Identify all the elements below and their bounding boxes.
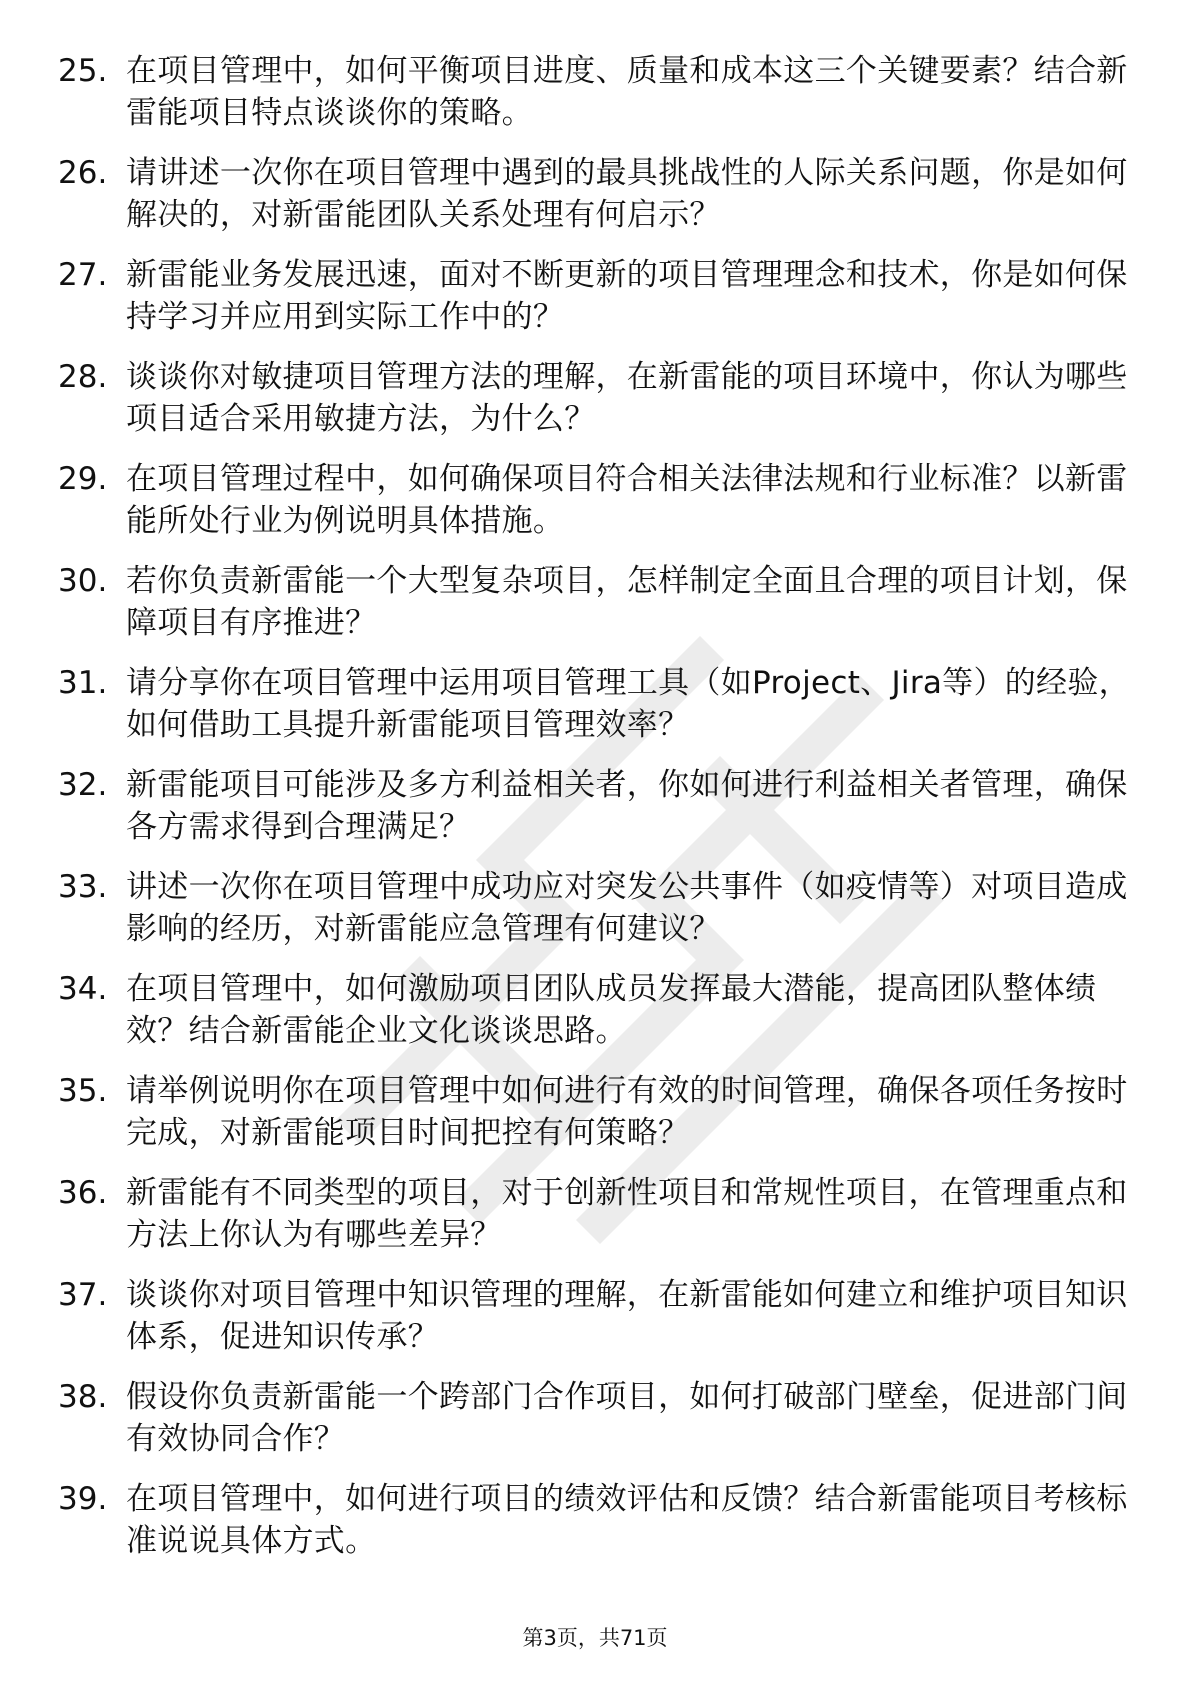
- question-number: 26.: [58, 155, 108, 191]
- question-text: 若你负责新雷能一个大型复杂项目，怎样制定全面且合理的项目计划，保障项目有序推进？: [126, 563, 1128, 641]
- question-number: 30.: [58, 563, 108, 599]
- question-number: 39.: [58, 1481, 108, 1517]
- question-item-27: [58, 254, 1133, 356]
- question-text: 请举例说明你在项目管理中如何进行有效的时间管理，确保各项任务按时完成，对新雷能项目时间把控有何策略？: [126, 1073, 1128, 1151]
- question-number: 29.: [58, 461, 108, 497]
- question-item-30: [58, 560, 1133, 662]
- page-footer: [0, 1622, 1190, 1652]
- question-item-33: [58, 866, 1133, 968]
- question-item-38: [58, 1376, 1133, 1478]
- question-item-31: [58, 662, 1133, 764]
- question-item-36: [58, 1172, 1133, 1274]
- question-item-39: [58, 1478, 1133, 1580]
- question-text: 谈谈你对项目管理中知识管理的理解，在新雷能如何建立和维护项目知识体系，促进知识传承？: [126, 1277, 1128, 1355]
- question-number: 32.: [58, 767, 108, 803]
- question-item-29: [58, 458, 1133, 560]
- question-text: 请讲述一次你在项目管理中遇到的最具挑战性的人际关系问题，你是如何解决的，对新雷能团队关系处理有何启示？: [126, 155, 1128, 233]
- question-number: 34.: [58, 971, 108, 1007]
- page-number-label: 第3页，共71页: [522, 1626, 668, 1650]
- question-text: 在项目管理中，如何激励项目团队成员发挥最大潜能，提高团队整体绩效？结合新雷能企业文化谈谈思路。: [126, 971, 1097, 1049]
- question-text: 在项目管理过程中，如何确保项目符合相关法律法规和行业标准？以新雷能所处行业为例说明具体措施。: [126, 461, 1128, 539]
- question-text: 谈谈你对敏捷项目管理方法的理解，在新雷能的项目环境中，你认为哪些项目适合采用敏捷方法，为什么？: [126, 359, 1128, 437]
- question-text: 假设你负责新雷能一个跨部门合作项目，如何打破部门壁垒，促进部门间有效协同合作？: [126, 1379, 1128, 1457]
- question-text: 新雷能业务发展迅速，面对不断更新的项目管理理念和技术，你是如何保持学习并应用到实际工作中的？: [126, 257, 1128, 335]
- question-item-26: [58, 152, 1133, 254]
- question-text: 新雷能有不同类型的项目，对于创新性项目和常规性项目，在管理重点和方法上你认为有哪些差异？: [126, 1175, 1128, 1253]
- question-number: 33.: [58, 869, 108, 905]
- question-item-37: [58, 1274, 1133, 1376]
- question-text: 新雷能项目可能涉及多方利益相关者，你如何进行利益相关者管理，确保各方需求得到合理满足？: [126, 767, 1128, 845]
- question-item-28: [58, 356, 1133, 458]
- question-number: 28.: [58, 359, 108, 395]
- question-number: 31.: [58, 665, 108, 701]
- question-text: 在项目管理中，如何进行项目的绩效评估和反馈？结合新雷能项目考核标准说说具体方式。: [126, 1481, 1128, 1559]
- question-text: 在项目管理中，如何平衡项目进度、质量和成本这三个关键要素？结合新雷能项目特点谈谈你的策略。: [126, 53, 1128, 131]
- question-text: 讲述一次你在项目管理中成功应对突发公共事件（如疫情等）对项目造成影响的经历，对新雷能应急管理有何建议？: [126, 869, 1128, 947]
- question-number: 35.: [58, 1073, 108, 1109]
- question-number: 38.: [58, 1379, 108, 1415]
- question-number: 27.: [58, 257, 108, 293]
- question-number: 37.: [58, 1277, 108, 1313]
- question-number: 36.: [58, 1175, 108, 1211]
- question-list: [58, 50, 1133, 1580]
- question-item-34: [58, 968, 1133, 1070]
- question-item-25: [58, 50, 1133, 152]
- question-item-35: [58, 1070, 1133, 1172]
- question-item-32: [58, 764, 1133, 866]
- question-text: 请分享你在项目管理中运用项目管理工具（如Project、Jira等）的经验，如何借助工具提升新雷能项目管理效率？: [126, 665, 1130, 743]
- question-number: 25.: [58, 53, 108, 89]
